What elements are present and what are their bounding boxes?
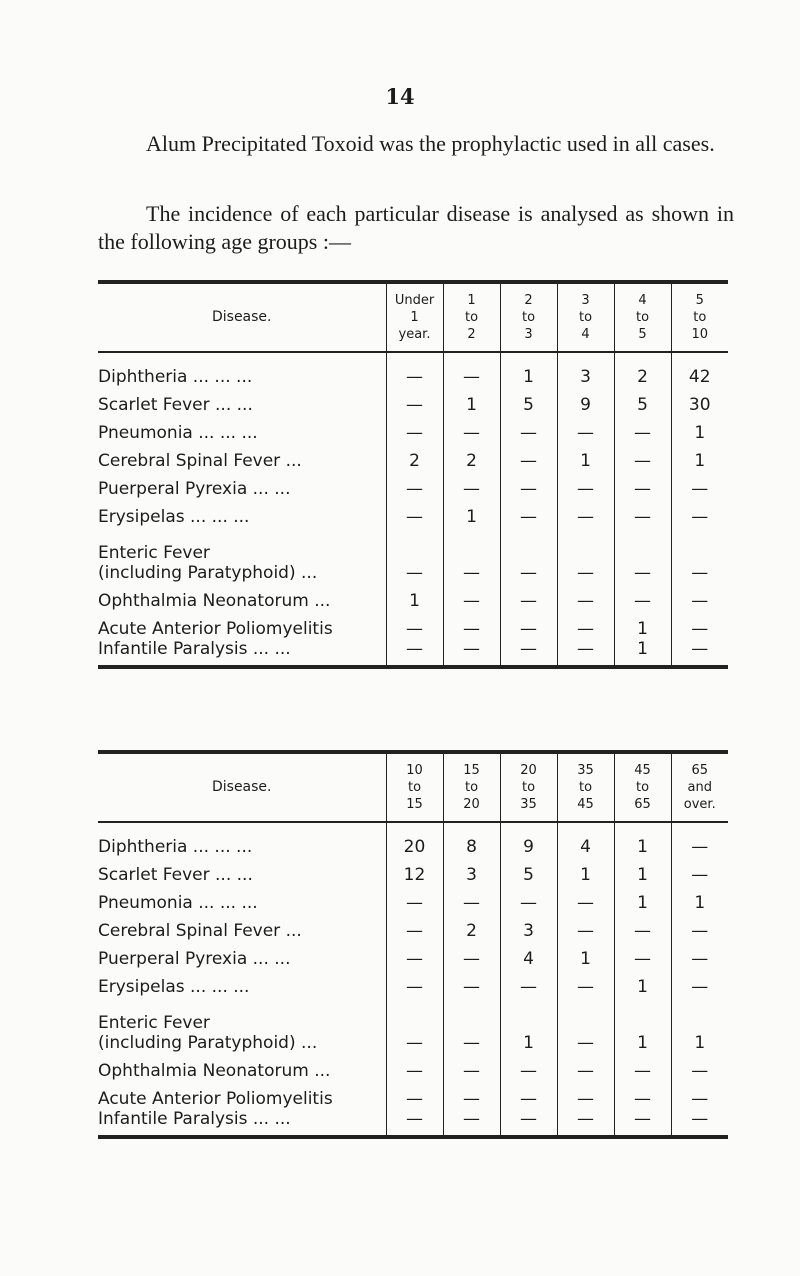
disease-name [98,611,386,639]
case-count: — [557,913,614,941]
case-count: — [671,913,728,941]
table-row [98,1081,728,1109]
disease-name [98,639,386,667]
disease-name-text: Ophthalmia Neonatorum ... [98,591,331,611]
disease-name-text: Cerebral Spinal Fever ... [98,921,302,941]
table-row [98,857,728,885]
age-group-header: 4 to 5 [614,282,671,352]
disease-name [98,387,386,415]
case-count: — [614,1081,671,1109]
case-count: — [386,352,443,387]
case-count: — [443,1109,500,1137]
case-count: 1 [386,583,443,611]
case-count: — [443,885,500,913]
disease-name [98,443,386,471]
case-count: — [557,499,614,527]
case-count: — [557,1109,614,1137]
case-count: — [443,969,500,997]
disease-name-text: Ophthalmia Neonatorum ... [98,1061,331,1081]
disease-name [98,969,386,997]
disease-name [98,499,386,527]
case-count: — [557,885,614,913]
case-count: 1 [557,941,614,969]
case-count: — [500,471,557,499]
case-count: — [557,471,614,499]
case-count: 2 [386,443,443,471]
case-count: — [614,499,671,527]
case-count: 5 [614,387,671,415]
case-count: — [671,1081,728,1109]
table-row [98,1109,728,1137]
case-count: — [614,471,671,499]
table-row [98,913,728,941]
table-row [98,415,728,443]
case-count: 42 [671,352,728,387]
case-count: — [671,499,728,527]
table-row [98,352,728,387]
table-row [98,639,728,667]
header-row [98,752,728,822]
table-row [98,527,728,583]
case-count: — [386,1109,443,1137]
disease-name-text: Infantile Paralysis ... ... [98,639,291,659]
disease-name-text: Puerperal Pyrexia ... ... [98,479,291,499]
disease-name-text: Puerperal Pyrexia ... ... [98,949,291,969]
case-count: — [386,639,443,667]
case-count: 1 [614,997,671,1053]
table-row [98,885,728,913]
age-group-header: 1 to 2 [443,282,500,352]
disease-name [98,1081,386,1109]
disease-name-text: Acute Anterior Poliomyelitis [98,619,333,639]
disease-name [98,471,386,499]
table-row [98,443,728,471]
case-count: — [443,611,500,639]
case-count: — [386,1081,443,1109]
intro-paragraph-1: Alum Precipitated Toxoid was the prophylactic used in all cases. [146,131,715,156]
case-count: — [557,969,614,997]
case-count: — [500,415,557,443]
disease-name-text: Infantile Paralysis ... ... [98,1109,291,1129]
case-count: 2 [443,443,500,471]
table-row [98,471,728,499]
age-group-header: 5 to 10 [671,282,728,352]
case-count: — [386,969,443,997]
case-count: 1 [614,822,671,857]
case-count: 30 [671,387,728,415]
page-number: 14 [385,84,415,109]
disease-name [98,583,386,611]
disease-name [98,997,386,1053]
table-row [98,941,728,969]
case-count: — [386,1053,443,1081]
case-count: — [557,527,614,583]
case-count: — [671,639,728,667]
case-count: — [500,1053,557,1081]
case-count: — [557,415,614,443]
case-count: — [671,941,728,969]
disease-name [98,913,386,941]
disease-name [98,941,386,969]
case-count: — [614,941,671,969]
disease-name [98,415,386,443]
disease-name-text: Erysipelas ... ... ... [98,507,250,527]
disease-name-line-1: Enteric Fever [98,543,210,563]
case-count: — [386,499,443,527]
case-count: — [614,1053,671,1081]
case-count: 8 [443,822,500,857]
case-count: 1 [614,611,671,639]
disease-name-text: Diphtheria ... ... ... [98,837,253,857]
disease-name [98,822,386,857]
case-count: 1 [671,997,728,1053]
case-count: — [443,415,500,443]
case-count: 4 [557,822,614,857]
case-count: — [443,1053,500,1081]
case-count: — [671,969,728,997]
case-count: — [443,471,500,499]
age-group-header: 45 to 65 [614,752,671,822]
disease-name [98,885,386,913]
case-count: — [671,822,728,857]
case-count: — [500,1081,557,1109]
case-count: — [386,913,443,941]
case-count: — [386,387,443,415]
age-group-header: 10 to 15 [386,752,443,822]
disease-name-line-1: Enteric Fever [98,1013,210,1033]
case-count: 3 [500,913,557,941]
case-count: — [614,1109,671,1137]
table-row [98,387,728,415]
disease-name-text: Acute Anterior Poliomyelitis [98,1089,333,1109]
case-count: 12 [386,857,443,885]
case-count: 1 [443,387,500,415]
disease-name [98,1053,386,1081]
table-row [98,499,728,527]
case-count: 1 [671,415,728,443]
case-count: 1 [671,443,728,471]
case-count: — [671,1053,728,1081]
case-count: — [500,969,557,997]
case-count: — [557,1053,614,1081]
age-table-1 [98,280,728,669]
table-row [98,969,728,997]
case-count: — [557,1081,614,1109]
case-count: — [500,1109,557,1137]
case-count: 1 [671,885,728,913]
case-count: 3 [443,857,500,885]
disease-name [98,352,386,387]
case-count: 5 [500,857,557,885]
case-count: 3 [557,352,614,387]
case-count: 1 [614,857,671,885]
case-count: — [557,611,614,639]
age-group-header: 65 and over. [671,752,728,822]
case-count: — [500,527,557,583]
case-count: 9 [557,387,614,415]
case-count: 1 [614,969,671,997]
disease-name [98,1109,386,1137]
disease-name-text: Cerebral Spinal Fever ... [98,451,302,471]
age-group-header: 35 to 45 [557,752,614,822]
case-count: — [671,1109,728,1137]
case-count: — [500,611,557,639]
case-count: — [500,583,557,611]
case-count: 1 [443,499,500,527]
case-count: 2 [443,913,500,941]
case-count: — [443,352,500,387]
disease-name-text: Diphtheria ... ... ... [98,367,253,387]
case-count: — [386,611,443,639]
case-count: 1 [614,885,671,913]
case-count: — [443,583,500,611]
case-count: — [500,885,557,913]
disease-name-text: (including Paratyphoid) ... [98,563,318,583]
case-count: 9 [500,822,557,857]
case-count: — [557,997,614,1053]
disease-name-text: Erysipelas ... ... ... [98,977,250,997]
case-count: 20 [386,822,443,857]
table-row [98,611,728,639]
age-group-header: 20 to 35 [500,752,557,822]
age-group-header: 15 to 20 [443,752,500,822]
table-row [98,997,728,1053]
case-count: — [614,913,671,941]
disease-column-header: Disease. [211,309,272,325]
table-row [98,822,728,857]
case-count: — [443,997,500,1053]
case-count: 1 [557,443,614,471]
case-count: — [614,583,671,611]
case-count: — [386,471,443,499]
case-count: — [500,443,557,471]
case-count: 1 [557,857,614,885]
case-count: 2 [614,352,671,387]
case-count: — [443,941,500,969]
case-count: — [386,885,443,913]
age-group-header: 3 to 4 [557,282,614,352]
disease-column-header: Disease. [211,779,272,795]
disease-name-text: (including Paratyphoid) ... [98,1033,318,1053]
case-count: 1 [500,997,557,1053]
case-count: — [671,611,728,639]
case-count: — [671,471,728,499]
case-count: — [614,527,671,583]
case-count: — [386,527,443,583]
table-row [98,583,728,611]
intro-paragraph-2: The incidence of each particular disease is analysed as shown in the following age groups :— [98,201,734,254]
disease-name [98,857,386,885]
table-row [98,1053,728,1081]
case-count: — [443,639,500,667]
case-count: — [557,583,614,611]
age-group-header: 2 to 3 [500,282,557,352]
case-count: 5 [500,387,557,415]
age-group-header: Under 1 year. [386,282,443,352]
case-count: — [557,639,614,667]
case-count: — [500,639,557,667]
case-count: 4 [500,941,557,969]
case-count: — [443,1081,500,1109]
case-count: — [443,527,500,583]
case-count: — [671,583,728,611]
disease-name-text: Pneumonia ... ... ... [98,423,258,443]
header-row [98,282,728,352]
disease-name-text: Scarlet Fever ... ... [98,865,253,885]
disease-name-text: Scarlet Fever ... ... [98,395,253,415]
disease-name-text: Pneumonia ... ... ... [98,893,258,913]
case-count: — [386,997,443,1053]
case-count: — [386,415,443,443]
case-count: — [614,415,671,443]
disease-name [98,527,386,583]
case-count: — [386,941,443,969]
case-count: 1 [500,352,557,387]
age-table-2 [98,750,728,1139]
case-count: — [671,527,728,583]
case-count: — [671,857,728,885]
case-count: 1 [614,639,671,667]
case-count: — [614,443,671,471]
case-count: — [500,499,557,527]
